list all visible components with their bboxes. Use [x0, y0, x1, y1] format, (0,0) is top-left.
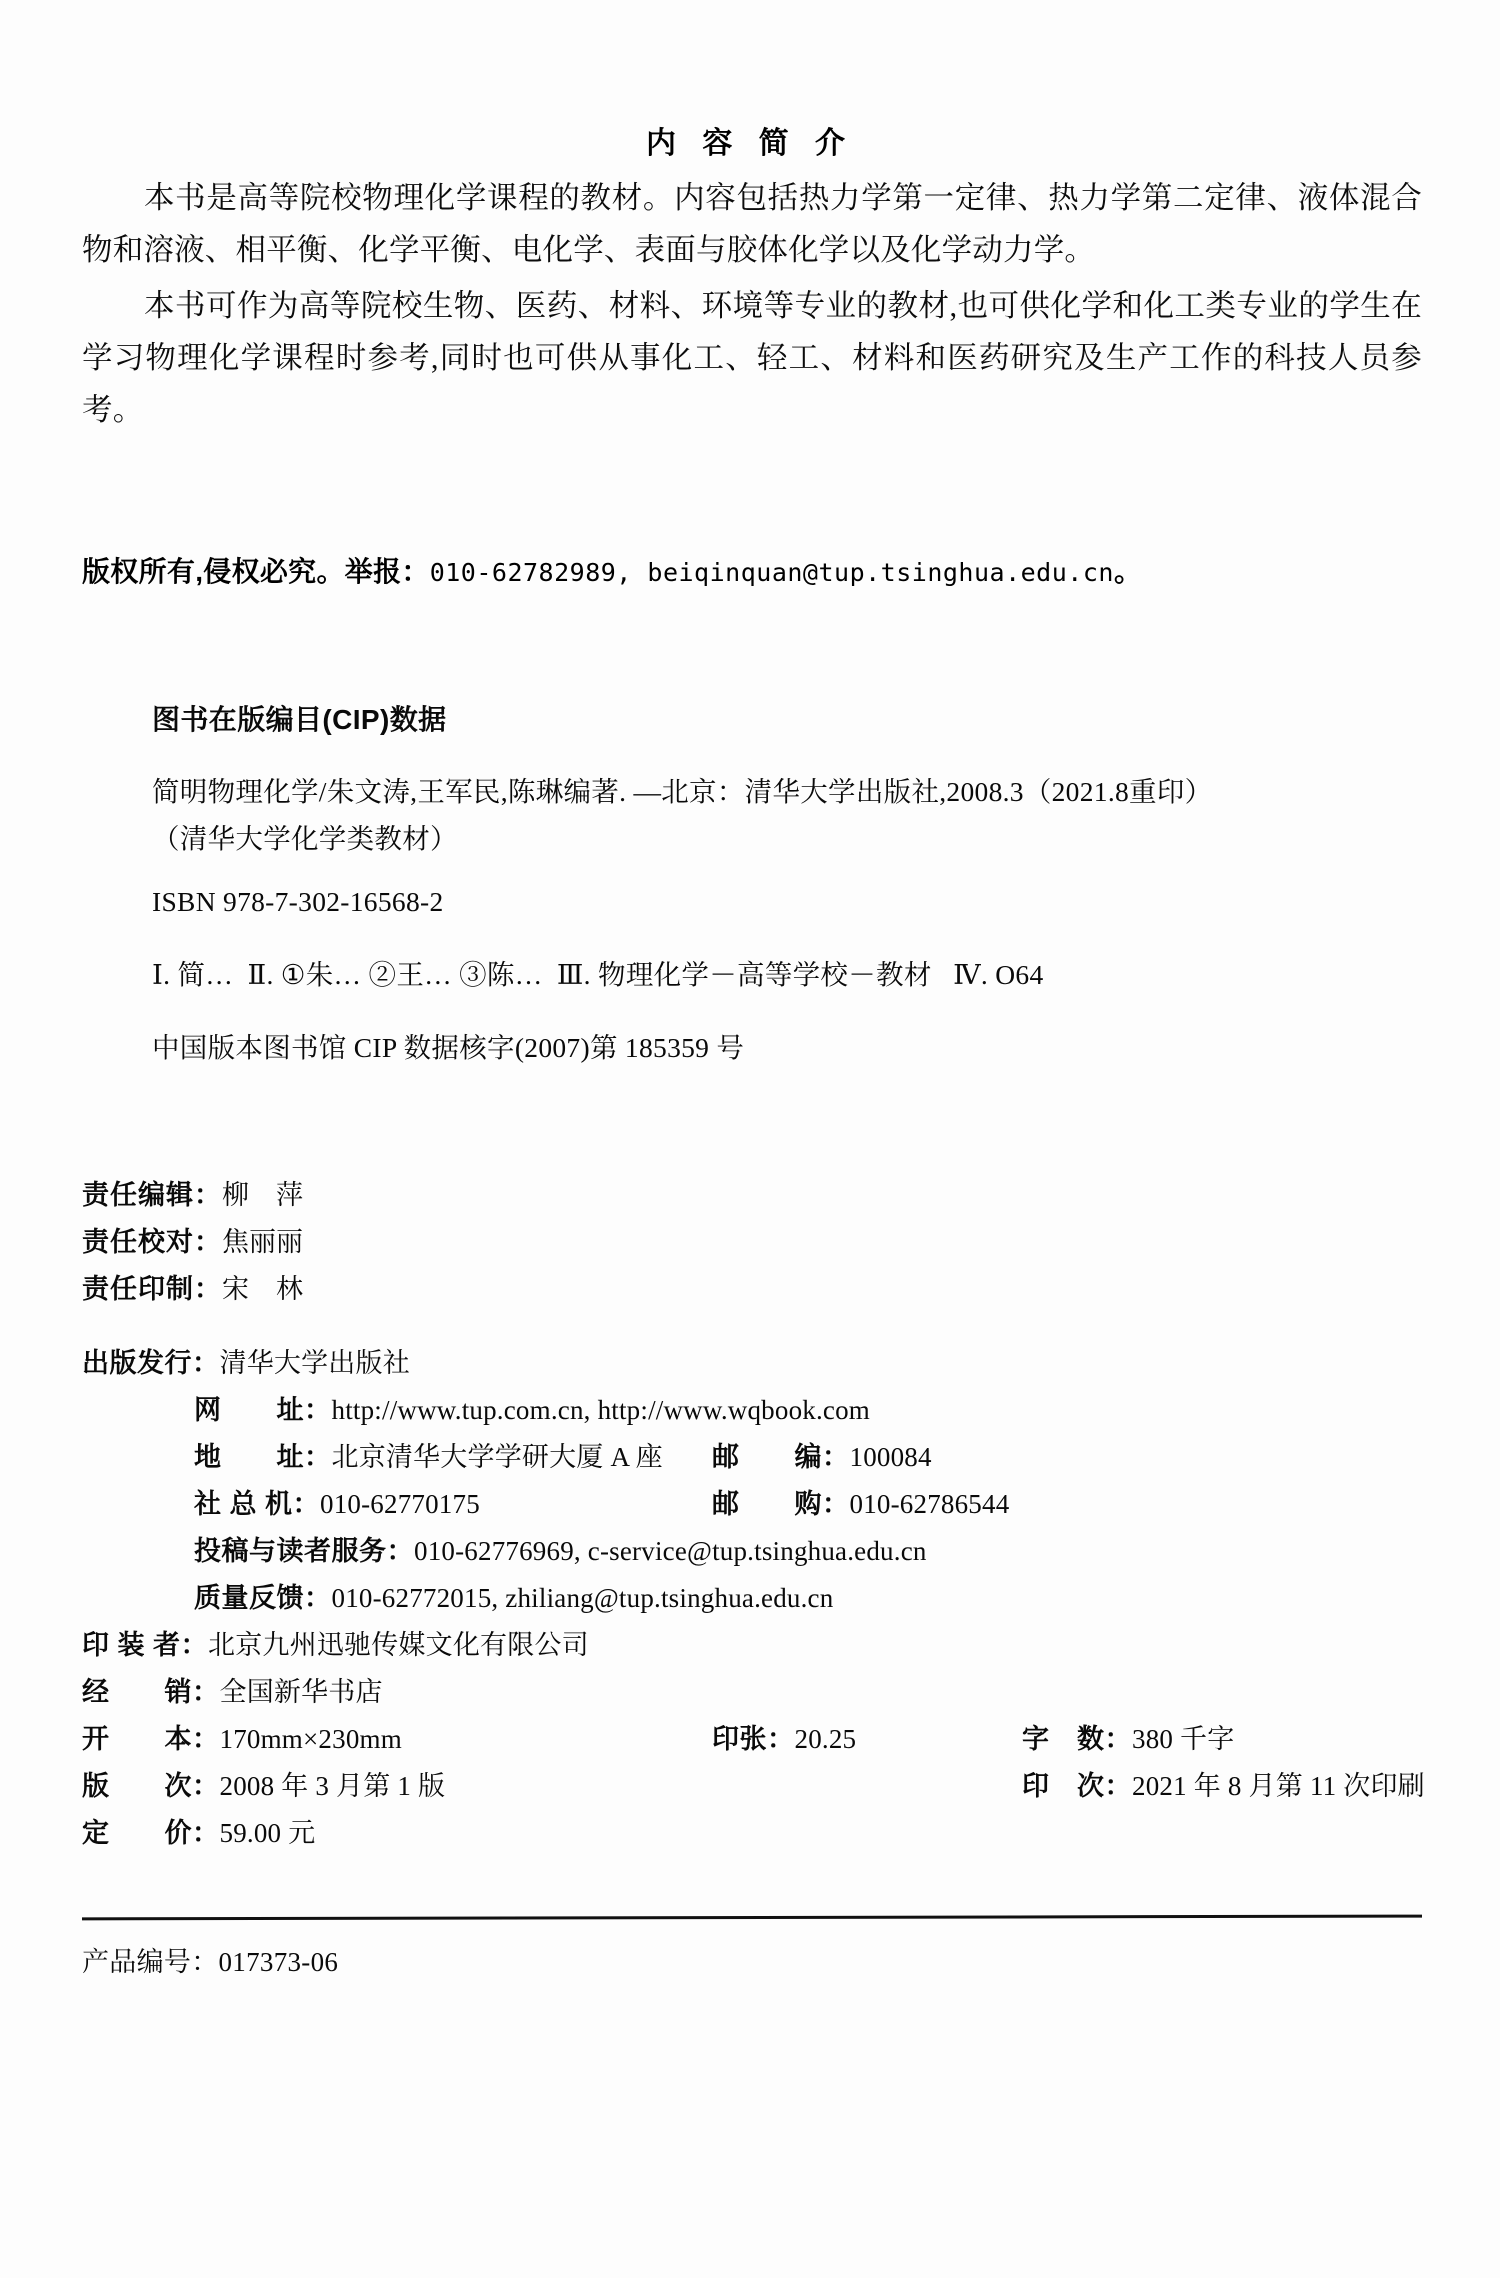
imprint-value-distributor: 全国新华书店	[219, 1677, 383, 1707]
imprint-label-printer: 印 装 者：	[82, 1630, 209, 1660]
staff-label-proofreader: 责任校对：	[82, 1227, 222, 1257]
imprint-value-publisher: 清华大学出版社	[219, 1348, 410, 1378]
imprint-label-sheets: 印张：	[712, 1724, 795, 1754]
divider	[82, 1915, 1422, 1921]
staff-row-editor	[82, 1172, 303, 1219]
imprint-label-mailorder: 邮 购：	[712, 1489, 850, 1519]
imprint-row-publisher	[82, 1340, 1422, 1387]
imprint-row-switchboard	[82, 1481, 1422, 1528]
imprint-value-price: 59.00 元	[219, 1818, 316, 1848]
copyright-notice	[82, 550, 1142, 590]
cip-heading: 图书在版编目(CIP)数据	[152, 704, 447, 735]
abstract-paragraph-1: 本书是高等院校物理化学课程的教材。内容包括热力学第一定律、热力学第二定律、液体混合物和溶液、相平衡、化学平衡、电化学、表面与胶体化学以及化学动力学。	[82, 181, 1422, 267]
copyright-notice-period: 。	[1113, 556, 1143, 587]
staff-row-printing-supervisor	[82, 1266, 303, 1313]
imprint-row-address	[82, 1434, 1422, 1481]
imprint-value-switchboard: 010-62770175	[320, 1489, 480, 1519]
imprint-label-format: 开 本：	[82, 1724, 220, 1754]
imprint-block	[82, 1340, 1425, 1857]
staff-value-editor: 柳 萍	[222, 1180, 303, 1210]
imprint-value-wordcount: 380 千字	[1132, 1724, 1235, 1754]
staff-row-proofreader	[82, 1219, 303, 1266]
product-number-value: 017373-06	[218, 1947, 339, 1977]
cip-series-line: （清华大学化学类教材）	[152, 823, 458, 854]
imprint-label-edition: 版 次：	[82, 1771, 220, 1801]
imprint-label-price: 定 价：	[82, 1818, 220, 1848]
imprint-label-website: 网 址：	[194, 1395, 332, 1425]
staff-value-proofreader: 焦丽丽	[222, 1227, 303, 1257]
cip-isbn-line: ISBN 978-7-302-16568-2	[152, 886, 444, 917]
product-number-label: 产品编号：	[82, 1947, 219, 1977]
imprint-row-printer	[82, 1622, 1422, 1669]
staff-credits-block	[82, 1172, 303, 1313]
imprint-value-format: 170mm×230mm	[219, 1724, 402, 1754]
imprint-row-distributor	[82, 1669, 1422, 1716]
staff-label-editor: 责任编辑：	[82, 1180, 222, 1210]
imprint-label-impression: 印 次：	[1022, 1771, 1132, 1801]
cip-block	[152, 768, 1442, 1071]
imprint-row-quality-feedback	[82, 1575, 1422, 1622]
imprint-row-price	[82, 1810, 1422, 1857]
imprint-value-mailorder: 010-62786544	[849, 1489, 1010, 1519]
imprint-label-postcode: 邮 编：	[712, 1442, 850, 1472]
imprint-label-distributor: 经 销：	[82, 1677, 220, 1707]
imprint-row-website	[82, 1387, 1422, 1434]
page-title: 内 容 简 介	[645, 127, 854, 160]
copyright-notice-text: 版权所有,侵权必究。举报：	[82, 556, 430, 587]
imprint-value-quality-feedback: 010-62772015, zhiliang@tup.tsinghua.edu.cn	[331, 1583, 834, 1613]
abstract-paragraph-2: 本书可作为高等院校生物、医药、材料、环境等专业的教材,也可供化学和化工类专业的学生在学习物理化学课程时参考,同时也可供从事化工、轻工、材料和医药研究及生产工作的科技人员参考。	[82, 289, 1422, 427]
imprint-value-reader-service: 010-62776969, c-service@tup.tsinghua.edu.cn	[414, 1536, 927, 1566]
imprint-value-address: 北京清华大学学研大厦 A 座	[331, 1442, 663, 1472]
imprint-label-address: 地 址：	[194, 1442, 332, 1472]
imprint-label-reader-service: 投稿与读者服务：	[194, 1536, 414, 1566]
imprint-wordcount-group	[1022, 1716, 1234, 1767]
imprint-value-edition: 2008 年 3 月第 1 版	[219, 1771, 446, 1801]
imprint-label-quality-feedback: 质量反馈：	[194, 1583, 332, 1613]
imprint-value-website: http://www.tup.com.cn, http://www.wqbook.com	[331, 1395, 871, 1425]
imprint-label-switchboard: 社 总 机：	[194, 1489, 321, 1519]
imprint-value-sheets: 20.25	[794, 1724, 857, 1754]
cip-title-line: 简明物理化学/朱文涛,王军民,陈琳编著. —北京：清华大学出版社,2008.3（2021.8重印）	[152, 776, 1213, 807]
imprint-value-impression: 2021 年 8 月第 11 次印刷	[1132, 1771, 1425, 1801]
cip-classification-line: Ⅰ. 简… Ⅱ. ①朱… ②王… ③陈… Ⅲ. 物理化学－高等学校－教材 Ⅳ. O64	[152, 959, 1044, 990]
imprint-value-printer: 北京九州迅驰传媒文化有限公司	[208, 1630, 589, 1660]
imprint-impression-group	[1022, 1763, 1425, 1814]
abstract-block	[82, 172, 1422, 440]
staff-value-printing-supervisor: 宋 林	[222, 1274, 303, 1304]
product-number-row	[82, 1940, 338, 1979]
imprint-sheets-group	[712, 1716, 856, 1767]
imprint-label-publisher: 出版发行：	[82, 1348, 220, 1378]
imprint-value-postcode: 100084	[849, 1442, 932, 1472]
imprint-row-format	[82, 1716, 1422, 1763]
imprint-row-edition	[82, 1763, 1425, 1810]
imprint-mailorder-group	[712, 1481, 1009, 1532]
imprint-label-wordcount: 字 数：	[1022, 1724, 1132, 1754]
imprint-row-reader-service	[82, 1528, 1422, 1575]
copyright-report-contact: 010-62782989, beiqinquan@tup.tsinghua.edu.cn	[429, 558, 1114, 587]
staff-label-printing-supervisor: 责任印制：	[82, 1274, 222, 1304]
imprint-postcode-group	[712, 1434, 932, 1485]
cip-archive-line: 中国版本图书馆 CIP 数据核字(2007)第 185359 号	[152, 1032, 745, 1063]
